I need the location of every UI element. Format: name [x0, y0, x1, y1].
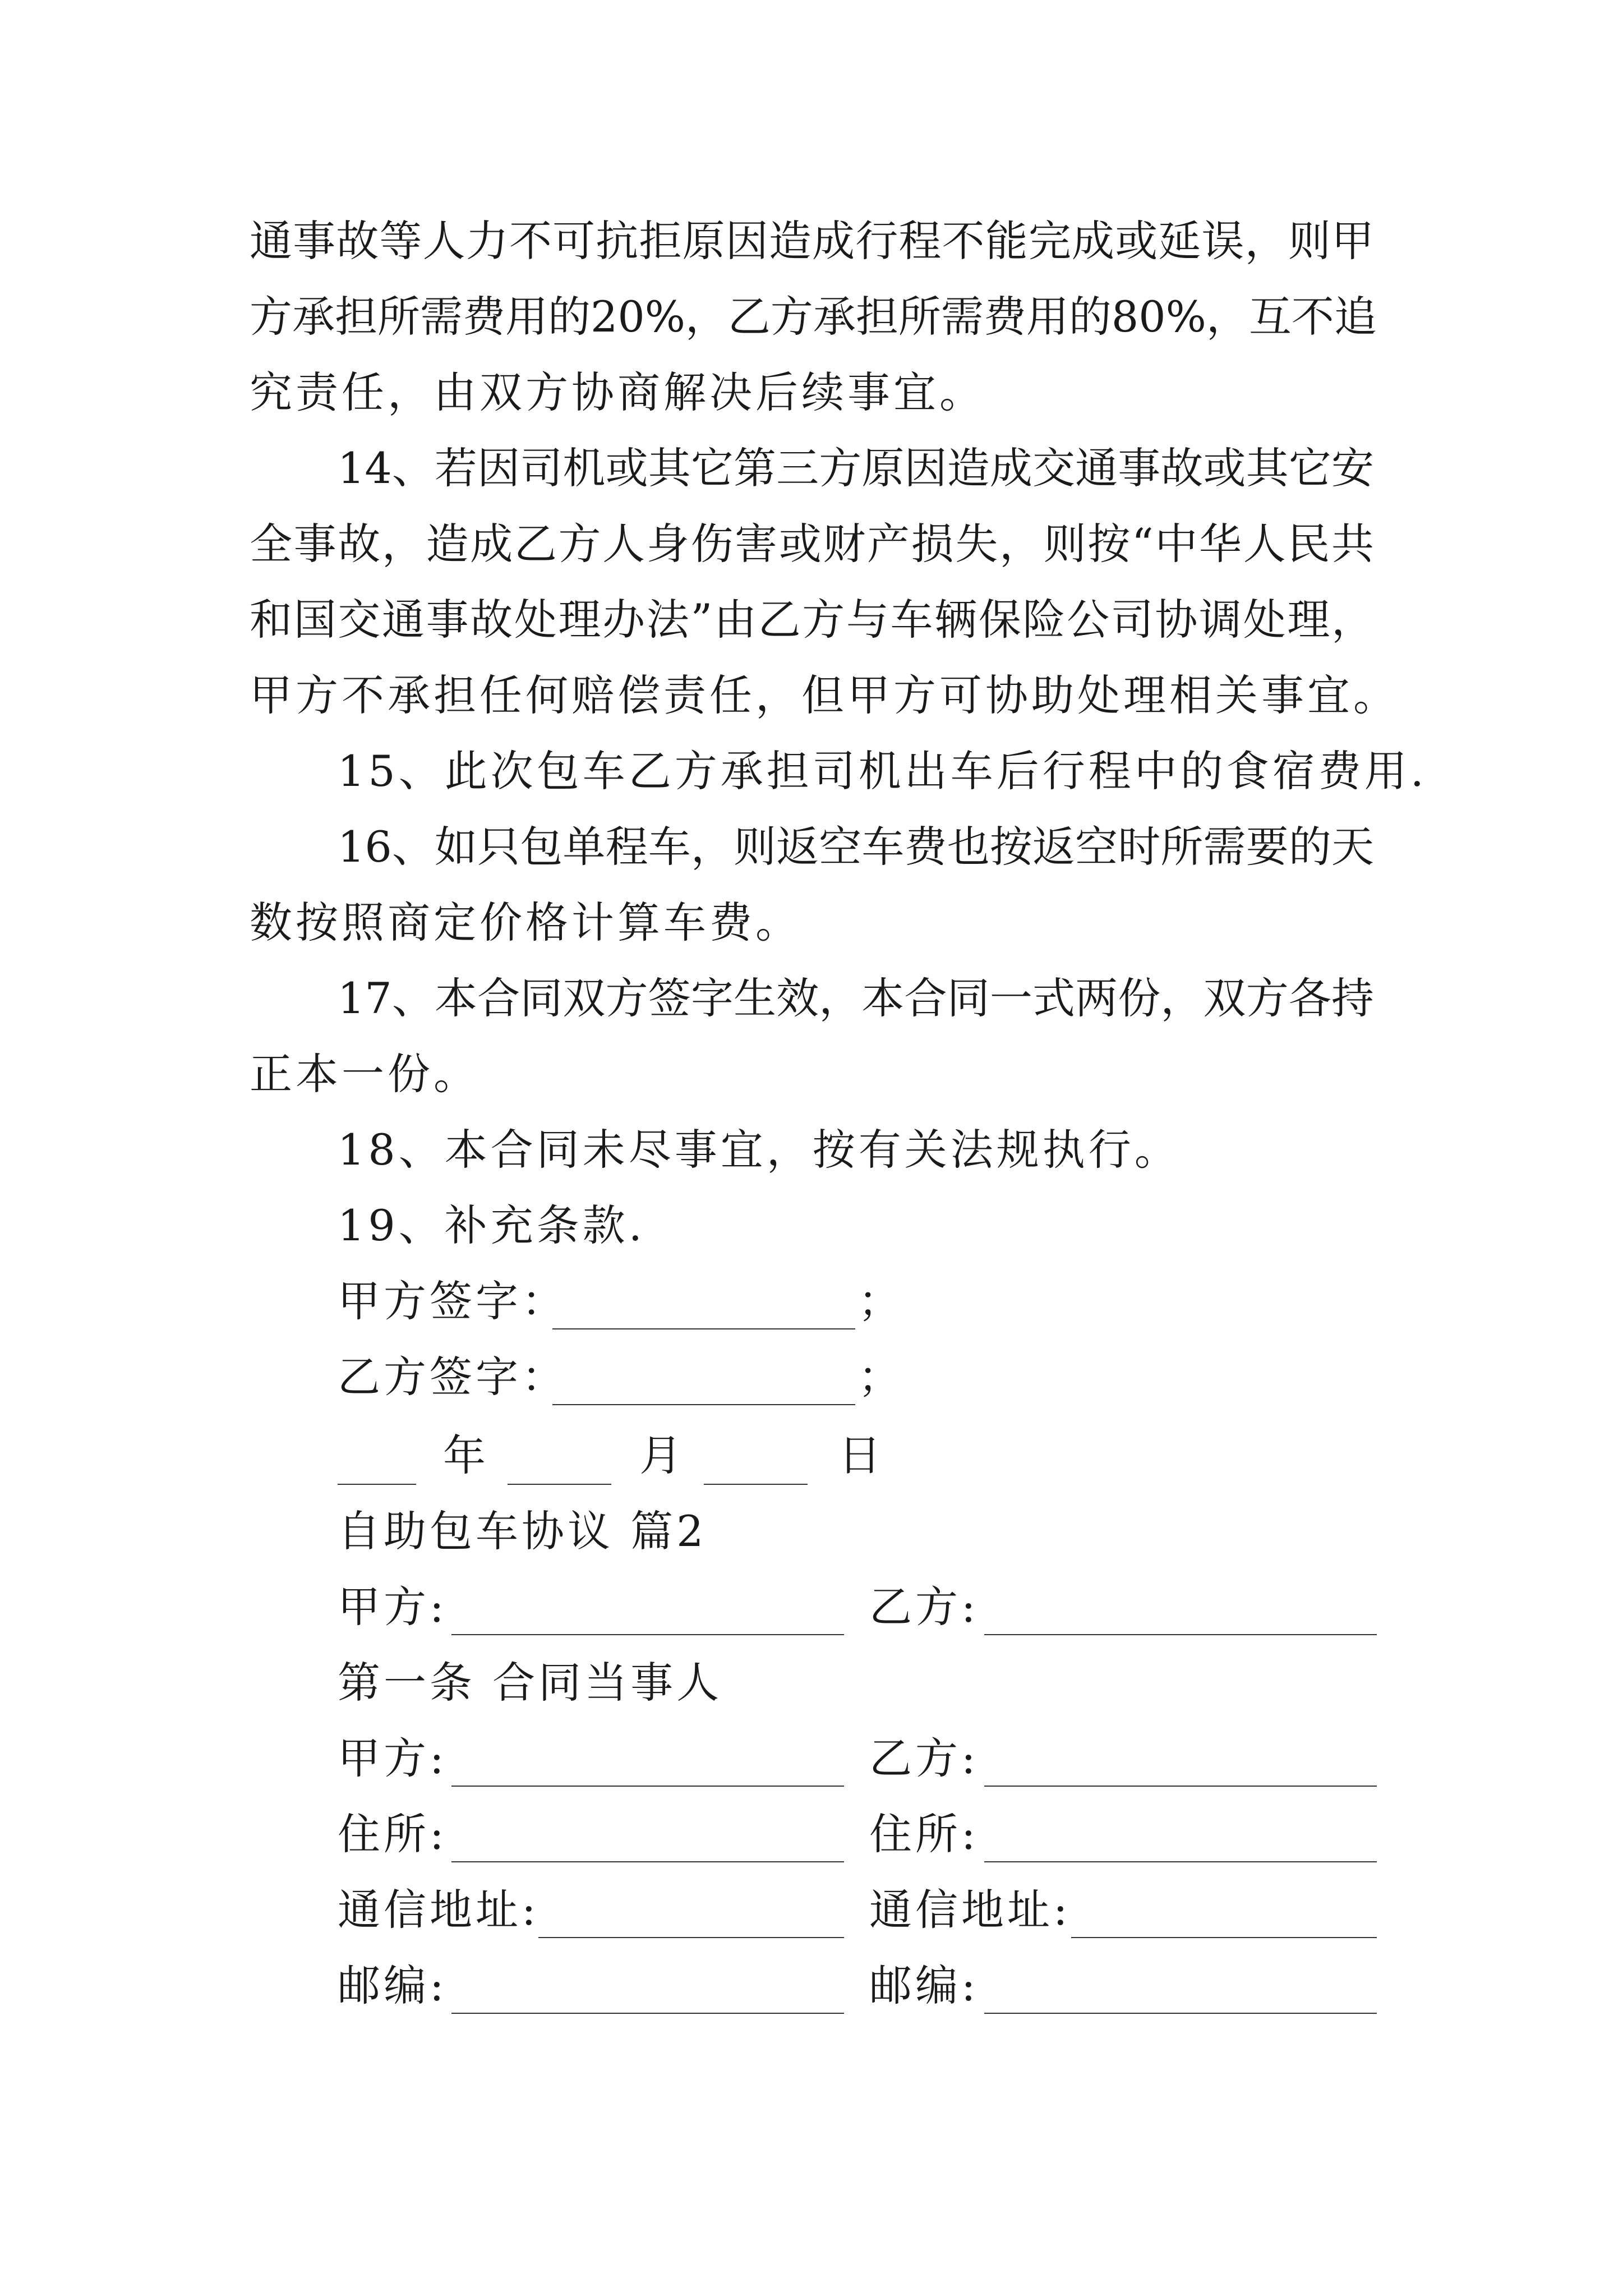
field-right-party-b-blank[interactable]	[984, 1786, 1377, 1787]
header-party-a-label: 甲方:	[338, 1582, 448, 1632]
date-month-blank[interactable]	[508, 1484, 611, 1485]
paragraph-16-line-1: 16、如只包单程车，则返空车费也按返空时所需要的天	[338, 822, 1374, 872]
paragraph-17-line-1: 17、本合同双方签字生效，本合同一式两份，双方各持	[338, 973, 1374, 1023]
paragraph-13-line-1: 通事故等人力不可抗拒原因造成行程不能完成或延误，则甲	[250, 216, 1374, 266]
header-party-b-blank[interactable]	[984, 1634, 1377, 1635]
paragraph-17-line-2: 正本一份。	[250, 1049, 479, 1099]
agreement-title: 自助包车协议 篇2	[338, 1506, 707, 1556]
signature-party-a-end: ；	[858, 1276, 904, 1326]
signature-party-b-label: 乙方签字：	[338, 1352, 568, 1402]
paragraph-13-line-3: 究责任，由双方协商解决后续事宜。	[250, 367, 985, 417]
field-right-party-b: 乙方:	[869, 1733, 979, 1783]
paragraph-18: 18、本合同未尽事宜，按有关法规执行。	[338, 1125, 1181, 1175]
field-left-postcode-blank[interactable]	[451, 2013, 844, 2014]
paragraph-19: 19、补充条款.	[338, 1200, 645, 1250]
field-right-postcode: 邮编:	[869, 1961, 979, 2010]
header-party-b-label: 乙方:	[869, 1582, 979, 1632]
field-left-address: 住所:	[338, 1809, 448, 1859]
signature-party-b-blank[interactable]	[552, 1404, 855, 1405]
paragraph-14-line-1: 14、若因司机或其它第三方原因造成交通事故或其它安	[338, 443, 1374, 493]
field-left-party-a-blank[interactable]	[451, 1786, 844, 1787]
date-day-label: 日	[838, 1430, 884, 1480]
article-1-title: 第一条 合同当事人	[338, 1658, 723, 1708]
signature-party-a	[338, 1273, 568, 1329]
paragraph-13-line-2: 方承担所需费用的20%，乙方承担所需费用的80%，互不追	[250, 292, 1377, 342]
signature-party-a-label: 甲方签字：	[338, 1276, 568, 1326]
paragraph-16-line-2: 数按照商定价格计算车费。	[250, 898, 801, 947]
field-left-party-a: 甲方:	[338, 1733, 448, 1783]
signature-party-a-blank[interactable]	[552, 1328, 855, 1329]
date-year-blank[interactable]	[338, 1484, 416, 1485]
paragraph-14-line-2: 全事故，造成乙方人身伤害或财产损失，则按“中华人民共	[250, 519, 1374, 569]
field-right-mailing-address-blank[interactable]	[1071, 1937, 1377, 1938]
signature-party-b-end: ；	[858, 1352, 904, 1402]
paragraph-14-line-4: 甲方不承担任何赔偿责任，但甲方可协助处理相关事宜。	[250, 670, 1399, 720]
signature-party-b	[338, 1349, 568, 1405]
date-year-label: 年	[443, 1430, 489, 1480]
paragraph-15: 15、此次包车乙方承担司机出车后行程中的食宿费用.	[338, 746, 1427, 796]
field-left-address-blank[interactable]	[451, 1861, 844, 1862]
header-party-a-blank[interactable]	[451, 1634, 844, 1635]
date-month-label: 月	[639, 1430, 685, 1480]
field-left-postcode: 邮编:	[338, 1961, 448, 2010]
field-right-address: 住所:	[869, 1809, 979, 1859]
date-day-blank[interactable]	[704, 1484, 808, 1485]
field-right-address-blank[interactable]	[984, 1861, 1377, 1862]
field-right-mailing-address: 通信地址:	[869, 1885, 1071, 1935]
field-left-mailing-address-blank[interactable]	[538, 1937, 844, 1938]
paragraph-14-line-3: 和国交通事故处理办法”由乙方与车辆保险公司协调处理，	[250, 595, 1374, 645]
field-right-postcode-blank[interactable]	[984, 2013, 1377, 2014]
field-left-mailing-address: 通信地址:	[338, 1885, 540, 1935]
